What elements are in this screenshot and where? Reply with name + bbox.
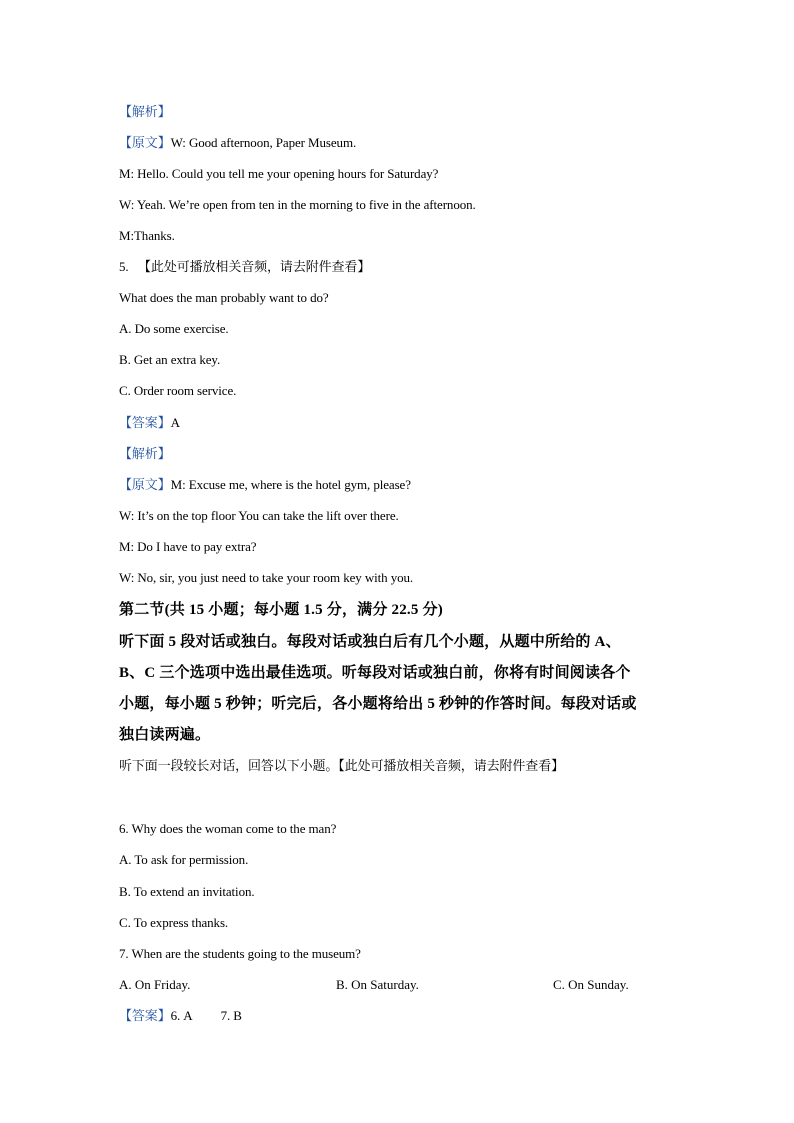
transcript-line: W: Yeah. We’re open from ten in the morning to five in the afternoon. <box>119 197 476 212</box>
answer-value: A <box>170 415 180 430</box>
answer-label: 【答案】 <box>119 1008 171 1023</box>
transcript-text: W: Good afternoon, Paper Museum. <box>170 135 357 150</box>
option-c: C. Order room service. <box>119 383 237 398</box>
transcript-line: W: No, sir, you just need to take your room key with you. <box>119 570 414 585</box>
transcript-line: M: Hello. Could you tell me your opening hours for Saturday? <box>119 166 439 181</box>
option-c: C. On Sunday. <box>553 977 629 992</box>
audio-note: 【此处可播放相关音频，请去附件查看】 <box>138 259 371 274</box>
answer-value: 7. B <box>220 1008 242 1023</box>
transcript-line: W: It’s on the top floor You can take the lift over there. <box>119 508 399 523</box>
transcript-line <box>119 135 356 151</box>
transcript-line <box>119 477 411 493</box>
question-text: 7. When are the students going to the museum? <box>119 946 361 961</box>
analysis-label: 【解析】 <box>119 446 171 461</box>
option-b: B. To extend an invitation. <box>119 884 255 899</box>
option-a: A. Do some exercise. <box>119 321 229 336</box>
question-text: What does the man probably want to do? <box>119 290 329 305</box>
transcript-line: M: Do I have to pay extra? <box>119 539 257 554</box>
section-instruction-line: 听下面 5 段对话或独白。每段对话或独白后有几个小题，从题中所给的 A、 <box>119 634 621 650</box>
answer-label: 【答案】 <box>119 415 171 430</box>
analysis-label: 【解析】 <box>119 104 171 119</box>
question-text: 6. Why does the woman come to the man? <box>119 821 337 836</box>
section-instruction-line: 小题，每小题 5 秒钟；听完后，各小题将给出 5 秒钟的作答时间。每段对话或 <box>119 696 637 712</box>
question-header <box>119 259 370 275</box>
section-intro: 听下面一段较长对话，回答以下小题。【此处可播放相关音频，请去附件查看】 <box>119 759 565 774</box>
question-number: 5. <box>119 259 129 274</box>
option-c: C. To express thanks. <box>119 915 229 930</box>
transcript-text: M: Excuse me, where is the hotel gym, please? <box>170 477 411 492</box>
section-instruction-line: B、C 三个选项中选出最佳选项。听每段对话或独白前，你将有时间阅读各个 <box>119 665 631 681</box>
option-a: A. On Friday. <box>119 977 191 992</box>
answer-line <box>119 1008 242 1024</box>
section-heading: 第二节(共 15 小题；每小题 1.5 分，满分 22.5 分) <box>119 602 443 618</box>
option-b: B. On Saturday. <box>336 977 419 992</box>
transcript-label: 【原文】 <box>119 135 171 150</box>
option-b: B. Get an extra key. <box>119 352 221 367</box>
answer-value: 6. A <box>170 1008 193 1023</box>
answer-line <box>119 415 180 431</box>
section-instruction-line: 独白读两遍。 <box>119 727 211 743</box>
option-a: A. To ask for permission. <box>119 852 249 867</box>
transcript-line: M:Thanks. <box>119 228 175 243</box>
transcript-label: 【原文】 <box>119 477 171 492</box>
